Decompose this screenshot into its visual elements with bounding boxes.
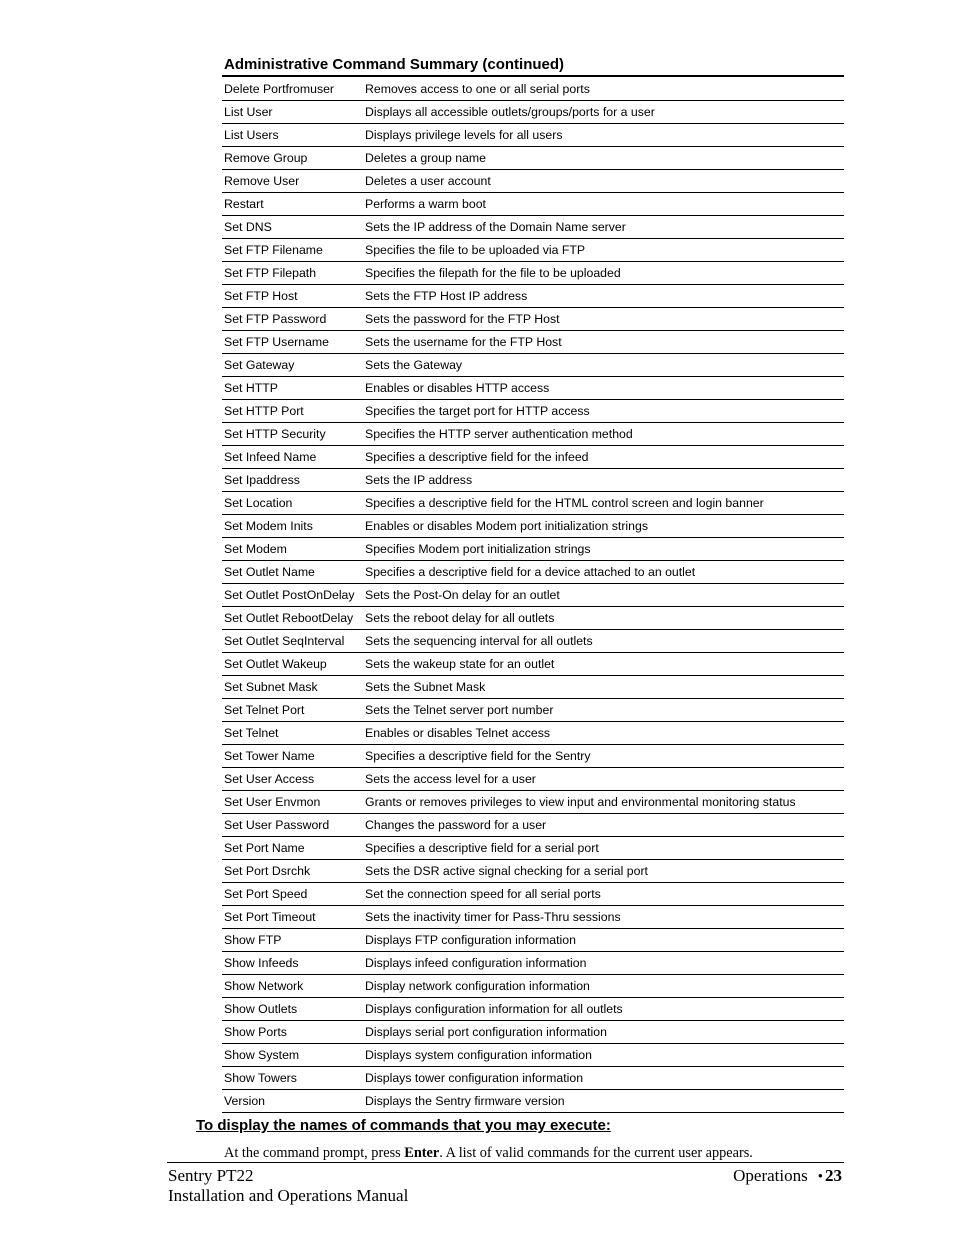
command-name: Set FTP Username: [222, 331, 363, 354]
table-row: [222, 285, 844, 308]
instruction-text-before: At the command prompt, press: [224, 1145, 405, 1161]
table-row: [222, 653, 844, 676]
table-row: [222, 952, 844, 975]
command-description: Displays tower configuration information: [363, 1067, 844, 1090]
command-description: Specifies a descriptive field for a device attached to an outlet: [363, 561, 844, 584]
table-row: [222, 308, 844, 331]
command-name: Set Outlet RebootDelay: [222, 607, 363, 630]
command-description: Performs a warm boot: [363, 193, 844, 216]
command-name: Set Port Name: [222, 837, 363, 860]
command-name: Show FTP: [222, 929, 363, 952]
command-description: Specifies a descriptive field for the HTML control screen and login banner: [363, 492, 844, 515]
command-description: Deletes a group name: [363, 147, 844, 170]
command-name: Set FTP Password: [222, 308, 363, 331]
section-heading: To display the names of commands that you may execute:: [196, 1117, 611, 1134]
command-description: Set the connection speed for all serial ports: [363, 883, 844, 906]
table-row: [222, 538, 844, 561]
command-description: Sets the username for the FTP Host: [363, 331, 844, 354]
command-name: Remove Group: [222, 147, 363, 170]
footer-manual-title: Installation and Operations Manual: [168, 1186, 409, 1205]
command-description: Specifies a descriptive field for a serial port: [363, 837, 844, 860]
table-row: [222, 78, 844, 101]
title-rule: [222, 75, 844, 77]
table-row: [222, 423, 844, 446]
command-name: Version: [222, 1090, 363, 1113]
instruction-text-after: . A list of valid commands for the current user appears.: [439, 1145, 753, 1161]
table-row: [222, 239, 844, 262]
bullet-icon: •: [817, 1169, 823, 1185]
command-name: Set Outlet Wakeup: [222, 653, 363, 676]
table-row: [222, 722, 844, 745]
table-row: [222, 1090, 844, 1113]
command-description: Displays privilege levels for all users: [363, 124, 844, 147]
table-row: [222, 469, 844, 492]
command-name: Set Port Timeout: [222, 906, 363, 929]
command-name: Set User Password: [222, 814, 363, 837]
command-description: Sets the IP address of the Domain Name server: [363, 216, 844, 239]
command-summary-table: [222, 78, 844, 1113]
table-row: [222, 676, 844, 699]
table-row: [222, 1021, 844, 1044]
command-description: Sets the wakeup state for an outlet: [363, 653, 844, 676]
footer-right: [733, 1166, 842, 1187]
command-description: Sets the reboot delay for all outlets: [363, 607, 844, 630]
command-name: Show Infeeds: [222, 952, 363, 975]
command-description: Sets the sequencing interval for all outlets: [363, 630, 844, 653]
command-name: Set Modem: [222, 538, 363, 561]
table-row: [222, 170, 844, 193]
command-name: Set Telnet Port: [222, 699, 363, 722]
command-description: Sets the Gateway: [363, 354, 844, 377]
table-row: [222, 515, 844, 538]
command-name: Set Port Speed: [222, 883, 363, 906]
command-description: Grants or removes privileges to view input and environmental monitoring status: [363, 791, 844, 814]
command-name: Set Modem Inits: [222, 515, 363, 538]
command-name: Remove User: [222, 170, 363, 193]
command-description: Sets the FTP Host IP address: [363, 285, 844, 308]
page-number: 23: [825, 1166, 842, 1185]
command-description: Sets the DSR active signal checking for a serial port: [363, 860, 844, 883]
command-name: Set HTTP: [222, 377, 363, 400]
command-name: Show Outlets: [222, 998, 363, 1021]
command-description: Specifies a descriptive field for the Sentry: [363, 745, 844, 768]
table-row: [222, 446, 844, 469]
table-row: [222, 745, 844, 768]
command-description: Sets the IP address: [363, 469, 844, 492]
table-row: [222, 630, 844, 653]
command-name: Show Ports: [222, 1021, 363, 1044]
command-name: Set User Access: [222, 768, 363, 791]
command-name: Set FTP Host: [222, 285, 363, 308]
command-name: Show System: [222, 1044, 363, 1067]
instruction-paragraph: [224, 1144, 753, 1162]
table-row: [222, 124, 844, 147]
command-name: Show Towers: [222, 1067, 363, 1090]
command-description: Specifies the filepath for the file to be uploaded: [363, 262, 844, 285]
table-row: [222, 561, 844, 584]
table-row: [222, 331, 844, 354]
command-description: Displays serial port configuration information: [363, 1021, 844, 1044]
table-row: [222, 837, 844, 860]
table-row: [222, 354, 844, 377]
command-name: Set Infeed Name: [222, 446, 363, 469]
footer-left: [168, 1166, 408, 1206]
table-row: [222, 101, 844, 124]
table-row: [222, 768, 844, 791]
table-row: [222, 584, 844, 607]
table-row: [222, 906, 844, 929]
command-description: Deletes a user account: [363, 170, 844, 193]
command-description: Sets the password for the FTP Host: [363, 308, 844, 331]
command-name: Set Port Dsrchk: [222, 860, 363, 883]
command-name: Set Tower Name: [222, 745, 363, 768]
command-name: Set Outlet PostOnDelay: [222, 584, 363, 607]
footer-chapter: Operations: [733, 1166, 808, 1185]
command-description: Enables or disables Telnet access: [363, 722, 844, 745]
footer-rule: [167, 1162, 844, 1163]
table-title: Administrative Command Summary (continued): [224, 56, 565, 73]
command-name: Set Location: [222, 492, 363, 515]
table-row: [222, 929, 844, 952]
command-description: Display network configuration information: [363, 975, 844, 998]
command-name: Set Gateway: [222, 354, 363, 377]
command-name: Set Outlet SeqInterval: [222, 630, 363, 653]
table-row: [222, 262, 844, 285]
command-name: Set Telnet: [222, 722, 363, 745]
command-name: Set DNS: [222, 216, 363, 239]
command-name: List User: [222, 101, 363, 124]
command-name: Restart: [222, 193, 363, 216]
table-row: [222, 975, 844, 998]
command-name: Set Ipaddress: [222, 469, 363, 492]
command-name: Set User Envmon: [222, 791, 363, 814]
table-row: [222, 699, 844, 722]
table-row: [222, 607, 844, 630]
command-description: Changes the password for a user: [363, 814, 844, 837]
command-description: Displays system configuration information: [363, 1044, 844, 1067]
table-row: [222, 400, 844, 423]
table-row: [222, 998, 844, 1021]
table-row: [222, 791, 844, 814]
command-table-body: [222, 78, 844, 1113]
command-name: Set Subnet Mask: [222, 676, 363, 699]
command-name: Set FTP Filename: [222, 239, 363, 262]
command-description: Specifies the file to be uploaded via FTP: [363, 239, 844, 262]
command-name: Set FTP Filepath: [222, 262, 363, 285]
command-name: Delete Portfromuser: [222, 78, 363, 101]
command-description: Sets the Telnet server port number: [363, 699, 844, 722]
table-row: [222, 193, 844, 216]
command-name: Set Outlet Name: [222, 561, 363, 584]
table-row: [222, 377, 844, 400]
command-description: Enables or disables Modem port initialization strings: [363, 515, 844, 538]
command-description: Specifies Modem port initialization strings: [363, 538, 844, 561]
table-row: [222, 216, 844, 239]
command-description: Specifies the HTTP server authentication method: [363, 423, 844, 446]
command-name: Set HTTP Security: [222, 423, 363, 446]
table-row: [222, 1067, 844, 1090]
enter-key-label: Enter: [404, 1145, 440, 1161]
table-row: [222, 860, 844, 883]
command-description: Displays infeed configuration information: [363, 952, 844, 975]
command-description: Sets the Post-On delay for an outlet: [363, 584, 844, 607]
command-description: Specifies a descriptive field for the infeed: [363, 446, 844, 469]
command-description: Displays the Sentry firmware version: [363, 1090, 844, 1113]
table-row: [222, 492, 844, 515]
command-name: Show Network: [222, 975, 363, 998]
command-description: Sets the access level for a user: [363, 768, 844, 791]
table-row: [222, 883, 844, 906]
command-description: Removes access to one or all serial ports: [363, 78, 844, 101]
command-description: Displays FTP configuration information: [363, 929, 844, 952]
command-description: Displays all accessible outlets/groups/ports for a user: [363, 101, 844, 124]
table-row: [222, 814, 844, 837]
command-description: Sets the inactivity timer for Pass-Thru sessions: [363, 906, 844, 929]
command-name: List Users: [222, 124, 363, 147]
command-description: Enables or disables HTTP access: [363, 377, 844, 400]
table-row: [222, 1044, 844, 1067]
command-description: Sets the Subnet Mask: [363, 676, 844, 699]
table-row: [222, 147, 844, 170]
footer-product-name: Sentry PT22: [168, 1166, 254, 1185]
command-description: Displays configuration information for all outlets: [363, 998, 844, 1021]
command-description: Specifies the target port for HTTP access: [363, 400, 844, 423]
command-name: Set HTTP Port: [222, 400, 363, 423]
